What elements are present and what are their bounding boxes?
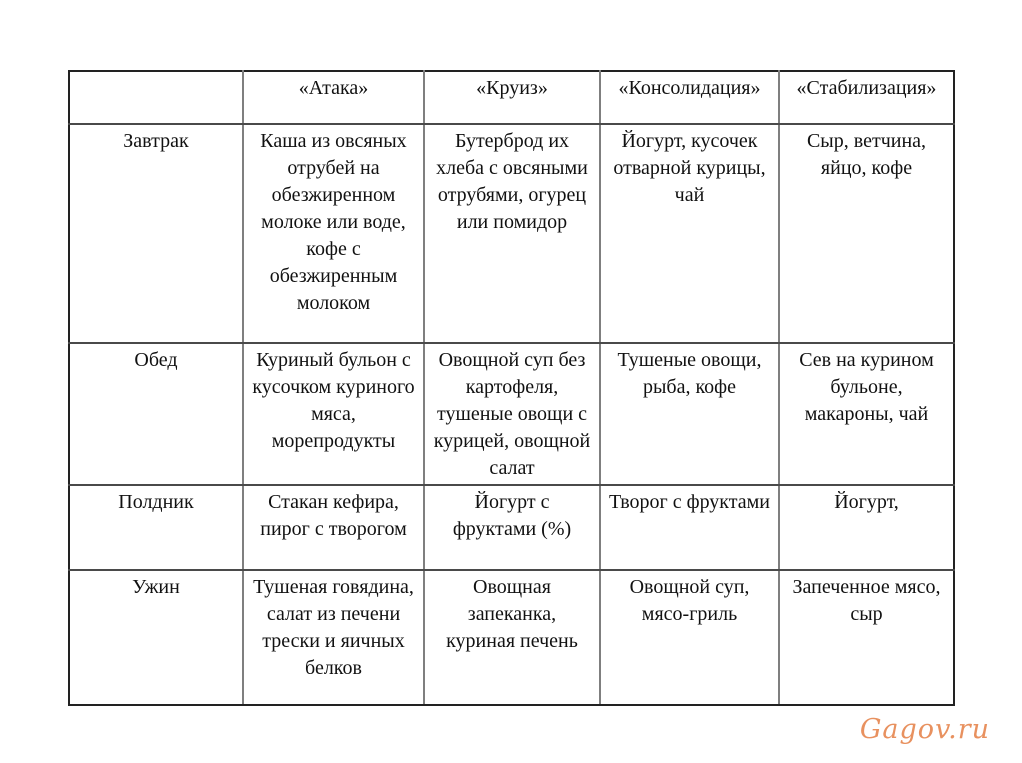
column-header-ataka: «Атака» — [243, 71, 424, 124]
diet-cell: Йогурт, — [779, 485, 954, 570]
diet-cell: Творог с фруктами — [600, 485, 779, 570]
diet-cell: Овощной суп без картофеля, тушеные овощи с курицей, овощной салат — [424, 343, 600, 485]
diet-cell: Каша из овсяных отрубей на обезжиренном молоке или воде, кофе с обезжиренным молоком — [243, 124, 424, 343]
diet-cell: Куриный бульон с кусочком куриного мяса, морепродукты — [243, 343, 424, 485]
diet-cell: Сев на курином бульоне, макароны, чай — [779, 343, 954, 485]
diet-cell: Бутерброд их хлеба с овсяными отрубями, огурец или помидор — [424, 124, 600, 343]
column-header-kruiz: «Круиз» — [424, 71, 600, 124]
table-row-breakfast — [69, 124, 954, 343]
site-watermark: Gagov.ru — [859, 714, 990, 745]
diet-cell: Запеченное мясо, сыр — [779, 570, 954, 705]
table-row-snack — [69, 485, 954, 570]
diet-cell: Овощной суп, мясо-гриль — [600, 570, 779, 705]
table-row-lunch — [69, 343, 954, 485]
header-cell-empty — [69, 71, 243, 124]
diet-cell: Сыр, ветчина, яйцо, кофе — [779, 124, 954, 343]
table-row-dinner — [69, 570, 954, 705]
diet-cell: Йогурт, кусочек отварной курицы, чай — [600, 124, 779, 343]
diet-cell: Йогурт с фруктами (%) — [424, 485, 600, 570]
meal-label: Завтрак — [69, 124, 243, 343]
diet-cell: Овощная запеканка, куриная печень — [424, 570, 600, 705]
diet-cell: Тушеные овощи, рыба, кофе — [600, 343, 779, 485]
column-header-stabilizaciya: «Стабилизация» — [779, 71, 954, 124]
diet-cell: Тушеная говядина, салат из печени трески и яичных белков — [243, 570, 424, 705]
meal-label: Полдник — [69, 485, 243, 570]
diet-phases-table — [68, 70, 955, 706]
meal-label: Ужин — [69, 570, 243, 705]
meal-label: Обед — [69, 343, 243, 485]
table-header-row — [69, 71, 954, 124]
column-header-konsolidaciya: «Консолидация» — [600, 71, 779, 124]
diet-cell: Стакан кефира, пирог с творогом — [243, 485, 424, 570]
